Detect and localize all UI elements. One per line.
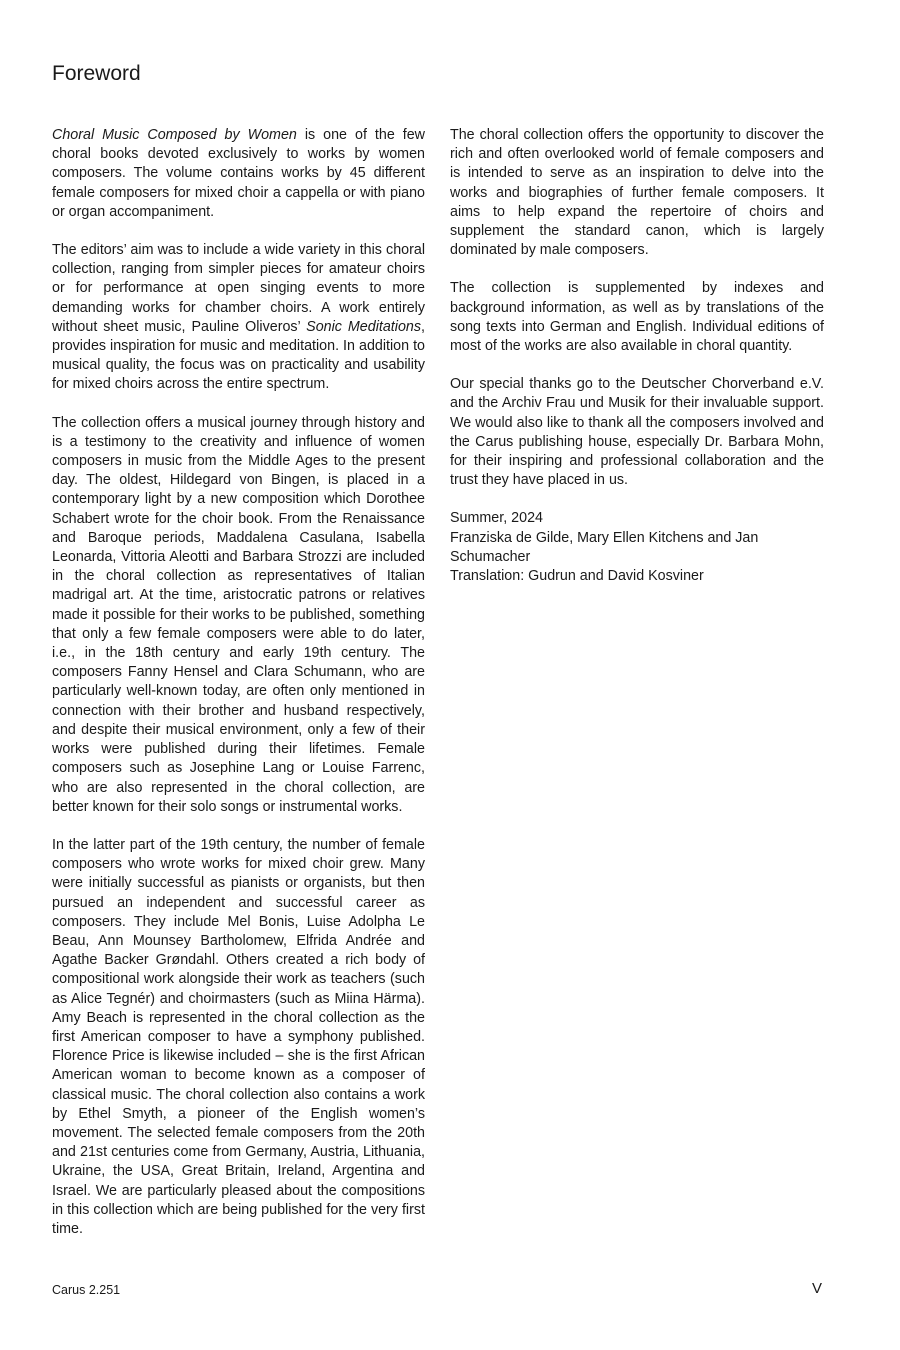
paragraph-opportunity: The choral collection offers the opportunity to discover the rich and often overlooked world of female composers and is intended to serve as an inspiration to delve into the works and biographies of further female composers. It aims to help expand the repertoire of choirs and supplement the standard canon, which is largely dominated by male composers. xyxy=(450,127,824,259)
paragraph-editors-aim xyxy=(52,241,425,395)
page-title: Foreword xyxy=(52,62,141,85)
paragraph-editors-aim-text-end: , provides inspiration for music and meditation. In addition to musical quality, the focus was on practicality and usability for mixed choirs across the entire spectrum. xyxy=(52,318,425,393)
paragraph-thanks: Our special thanks go to the Deutscher Chorverband e.V. and the Archiv Frau und Musik for their invaluable support. We would also like to thank all the composers involved and the Carus publishing house, especially Dr. Barbara Mohn, for their inspiring and professional collaboration and the trust they have placed in us. xyxy=(450,376,824,489)
paragraph-editors-aim-text: The editors’ aim was to include a wide variety in this choral collection, ranging from simpler pieces for amateur choirs or for performance at open singing events to more demanding works for chamber choirs. A work entirely without sheet music, Pauline Oliveros’ xyxy=(52,242,425,335)
page-number: V xyxy=(811,1280,822,1297)
editors-line: Franziska de Gilde, Mary Ellen Kitchens and Jan Schumacher xyxy=(450,529,759,565)
book-title: Choral Music Composed by Women xyxy=(52,127,297,143)
paragraph-intro-text: is one of the few choral books devoted exclusively to works by women composers. The volume contains works by 45 different female composers for mixed choir a cappella or with piano or organ accompaniment. xyxy=(52,127,425,220)
right-column xyxy=(450,126,824,586)
work-title: Sonic Meditations xyxy=(306,318,422,335)
paragraph-supplement: The collection is supplemented by indexes and background information, as well as by translations of the song texts into German and English. Individual editions of most of the works are also available in choral quantity. xyxy=(450,280,824,355)
translation-line: Translation: Gudrun and David Kosviner xyxy=(450,568,704,585)
left-column xyxy=(52,126,425,1258)
footer-catalog-number: Carus 2.251 xyxy=(52,1283,121,1297)
date-line: Summer, 2024 xyxy=(450,510,543,527)
paragraph-19th-century: In the latter part of the 19th century, the number of female composers who wrote works for mixed choir grew. Many were initially successful as pianists or organists, but then pursued an independent and successful career as composers. They include Mel Bonis, Luise Adolpha Le Beau, Ann Mounsey Bartholomew, Elfrida Andrée and Agathe Backer Grøndahl. Others created a rich body of compositional work alongside their work as teachers (such as Alice Tegnér) and choirmasters (such as Miina Härma). Amy Beach is represented in the choral collection as the first American composer to have a symphony published. Florence Price is likewise included – she is the first African American woman to become known as a composer of classical music. The choral collection also contains a work by Ethel Smyth, a pioneer of the English women’s movement. The selected female composers from the 20th and 21st centuries come from Germany, Austria, Lithuania, Ukraine, the USA, Great Britain, Ireland, Argentina and Israel. We are particularly pleased about the compositions in this collection which are being published for the very first time. xyxy=(52,836,425,1237)
paragraph-history: The collection offers a musical journey through history and is a testimony to the creativity and influence of women composers in music from the Middle Ages to the present day. The oldest, Hildegard von Bingen, is placed in a contemporary light by a new composition which Dorothee Schabert wrote for the choir book. From the Renaissance and Baroque periods, Maddalena Casulana, Isabella Leonarda, Vittoria Aleotti and Barbara Strozzi are included in the choral collection as representatives of Italian madrigal art. At the time, aristocratic patrons or relatives made it possible for their works to be published, something that only a few female composers were able to do later, i.e., in the 18th century and early 19th century. The composers Fanny Hensel and Clara Schumann, who are particularly well-known today, are often only mentioned in connection with their brother and husband respectively, and despite their musical environment, only a few of their works were published during their lifetimes. Female composers such as Josephine Lang or Louise Farrenc, who are also represented in the choral collection, are better known for their solo songs or instrumental works. xyxy=(52,414,425,815)
paragraph-intro xyxy=(52,126,425,222)
